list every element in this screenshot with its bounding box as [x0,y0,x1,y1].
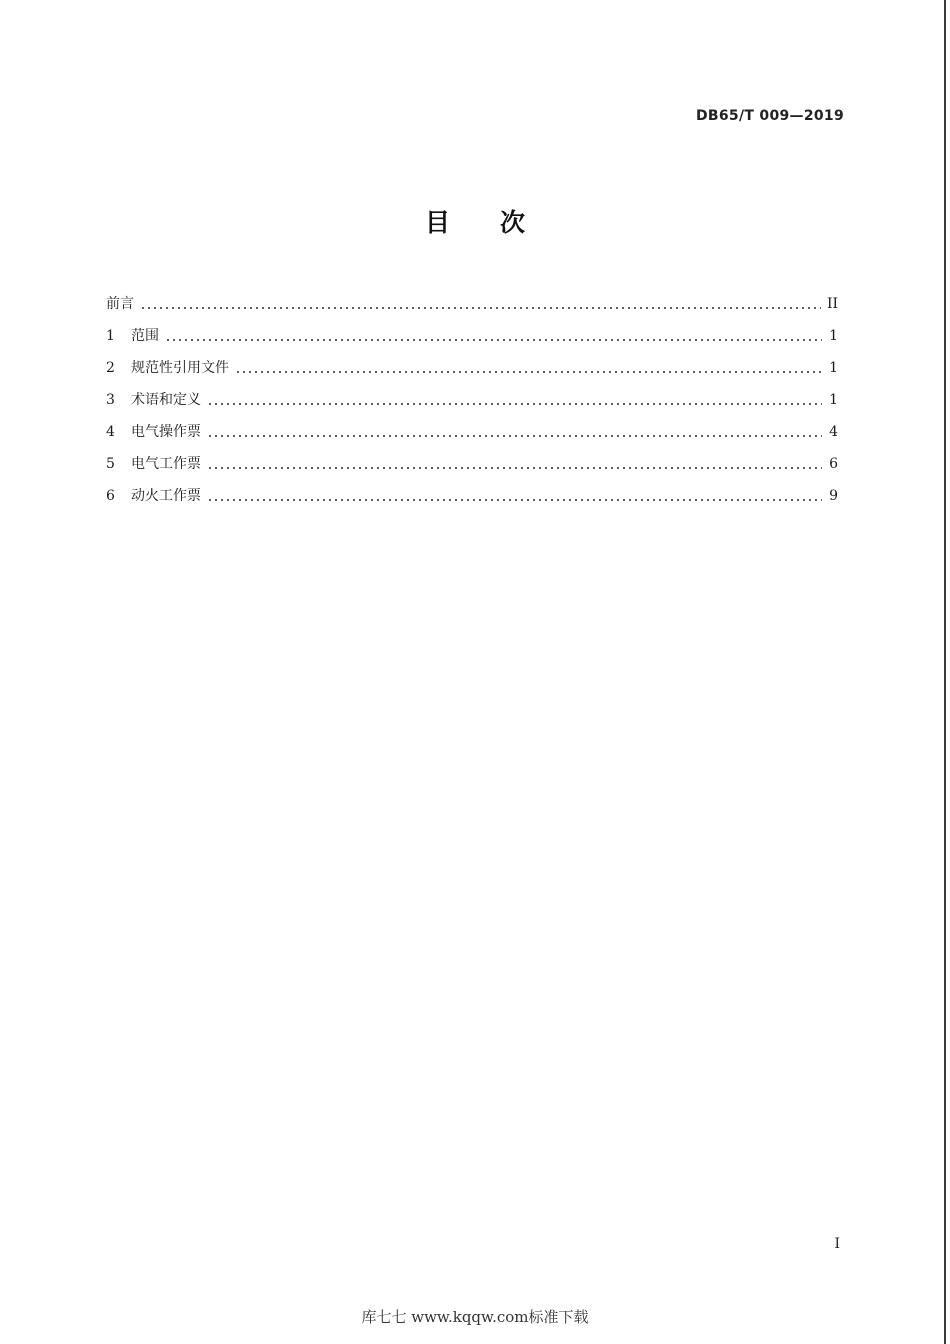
toc-entry-foreword[interactable] [106,282,838,314]
toc-entry-label: 电气工作票 [131,456,201,472]
toc-leader-dots [207,403,822,405]
page-title: 目次 [424,208,575,237]
toc-entry-page: 6 [829,456,838,472]
toc-entry-label: 范围 [131,328,159,344]
toc-leader-dots [140,307,821,309]
toc-entry-label: 前言 [106,296,134,312]
toc-entry-hot-work-ticket[interactable] [106,474,838,506]
toc-entry-page: 1 [829,360,838,376]
toc-entry-normative-references[interactable] [106,346,838,378]
page-number: I [834,1236,840,1252]
toc-entry-label: 规范性引用文件 [131,360,229,376]
toc-leader-dots [165,339,822,341]
toc-entry-terms-definitions[interactable] [106,378,838,410]
toc-entry-scope[interactable] [106,314,838,346]
toc-entry-label: 术语和定义 [131,392,201,408]
toc-entry-number: 6 [106,488,115,504]
toc-entry-number: 4 [106,424,115,440]
table-of-contents [106,282,838,506]
toc-entry-number: 3 [106,392,115,408]
document-code: DB65/T 009—2019 [696,108,844,124]
toc-entry-page: 1 [829,392,838,408]
toc-entry-label: 电气操作票 [131,424,201,440]
toc-entry-number: 2 [106,360,115,376]
footer-watermark: 库七七 www.kqqw.com标准下载 [361,1308,589,1326]
toc-leader-dots [207,499,822,501]
toc-entry-page: 4 [829,424,838,440]
toc-entry-electrical-work-ticket[interactable] [106,442,838,474]
toc-entry-page: 9 [829,488,838,504]
toc-leader-dots [235,371,822,373]
toc-leader-dots [207,467,822,469]
toc-entry-number: 1 [106,328,115,344]
toc-entry-number: 5 [106,456,115,472]
toc-entry-electrical-operation-ticket[interactable] [106,410,838,442]
toc-leader-dots [207,435,822,437]
toc-entry-page: 1 [829,328,838,344]
toc-entry-page: II [826,296,838,312]
toc-entry-label: 动火工作票 [131,488,201,504]
scan-edge-line [944,0,946,1344]
